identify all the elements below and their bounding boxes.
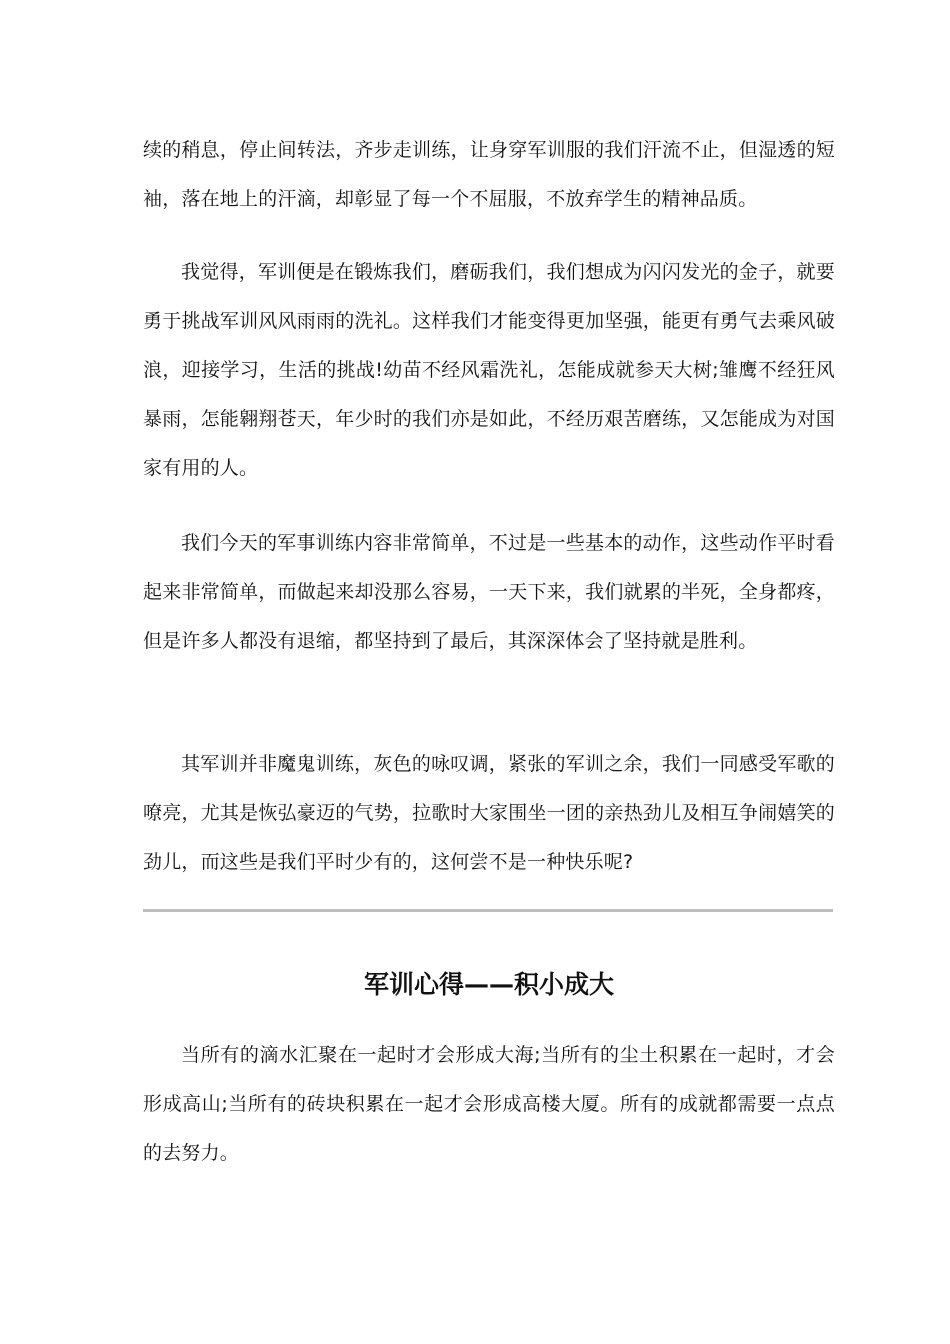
paragraph-continuation: 续的稍息，停止间转法，齐步走训练，让身穿军训服的我们汗流不止，但湿透的短袖，落在地上的汗滴，却彰显了每一个不屈服，不放弃学生的精神品质。: [143, 139, 835, 210]
paragraph-training-meaning: 我觉得，军训便是在锻炼我们，磨砺我们，我们想成为闪闪发光的金子，就要勇于挑战军训风风雨雨的洗礼。这样我们才能变得更加坚强，能更有勇气去乘风破浪，迎接学习，生活的挑战!幼苗不经风霜洗礼，怎能成就参天大树;雏鹰不经狂风暴雨，怎能翱翔苍天，年少时的我们亦是如此，不经历艰苦磨练，又怎能成为对国家有用的人。: [143, 261, 835, 479]
paragraph-training-content: 我们今天的军事训练内容非常简单，不过是一些基本的动作，这些动作平时看起来非常简单，而做起来却没那么容易，一天下来，我们就累的半死，全身都疼，但是许多人都没有退缩，都坚持到了最后，其深深体会了坚持就是胜利。: [143, 532, 835, 652]
paragraph-accumulation: 当所有的滴水汇聚在一起时才会形成大海;当所有的尘土积累在一起时，才会形成高山;当所有的砖块积累在一起才会形成高楼大厦。所有的成就都需要一点点的去努力。: [143, 1044, 835, 1164]
section-title: 军训心得——积小成大: [363, 970, 614, 999]
paragraph-training-joy: 其军训并非魔鬼训练，灰色的咏叹调，紧张的军训之余，我们一同感受军歌的嘹亮，尤其是恢弘豪迈的气势，拉歌时大家围坐一团的亲热劲儿及相互争闹嬉笑的劲儿，而这些是我们平时少有的，这何尝不是一种快乐呢?: [143, 753, 835, 873]
section-divider: [143, 909, 833, 912]
